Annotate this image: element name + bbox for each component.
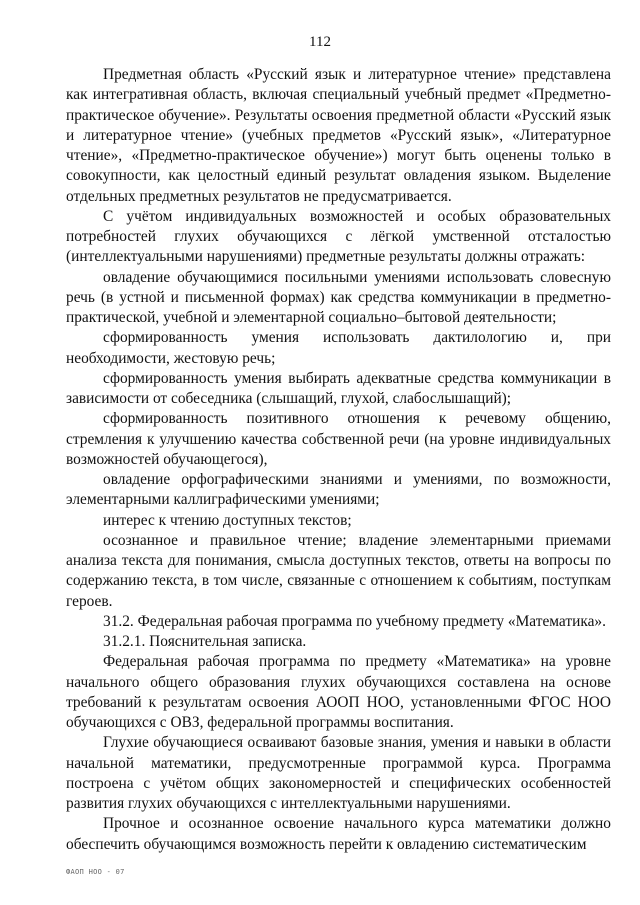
paragraph-result-reading-interest: интерес к чтению доступных текстов;: [103, 511, 352, 529]
paragraph-results-intro: С учётом индивидуальных возможностей и особых образовательных потребностей глухих обучающихся с лёгкой умственной отсталостью (интеллектуальными нарушениями) предметные результаты должны отражать:: [66, 207, 611, 266]
paragraph-math-program: Федеральная рабочая программа по предмету «Математика» на уровне начального общего образования глухих обучающихся составлена на основе требований к результатам освоения АООП НОО, установленными ФГОС НОО обучающихся с ОВЗ, федеральной программы воспитания.: [66, 653, 611, 731]
page-number: 112: [309, 34, 331, 50]
paragraph-result-conscious-reading: осознанное и правильное чтение; владение элементарными приемами анализа текста для понимания, смысла доступных текстов, ответы на вопросы по содержанию текста, в том числе, связанные с отношением к событиям, поступкам героев.: [66, 531, 611, 610]
footer-stamp: ФАОП НОО - 07: [66, 868, 125, 876]
section-heading-math-program: 31.2. Федеральная рабочая программа по учебному предмету «Математика».: [103, 612, 606, 630]
paragraph-solid-mastery: Прочное и осознанное освоение начального курса математики должно обеспечить обучающимся возможность перейти к овладению систематическим: [66, 815, 611, 853]
paragraph-result-attitude: сформированность позитивного отношения к речевому общению, стремления к улучшению качества собственной речи (на уровне индивидуальных возможностей обучающегося),: [66, 410, 611, 468]
section-heading-explanatory-note: 31.2.1. Пояснительная записка.: [103, 633, 307, 650]
paragraph-result-dactylology: сформированность умения использовать дактилологию и, при необходимости, жестовую речь;: [66, 329, 611, 367]
paragraph-result-orthography: овладение орфографическими знаниями и умениями, по возможности, элементарными каллиграфическими умениями;: [66, 471, 611, 509]
paragraph-basic-knowledge: Глухие обучающиеся осваивают базовые знания, умения и навыки в области начальной математики, предусмотренные программой курса. Программа построена с учётом общих закономерностей и специфических особенностей развития глухих обучающихся с интеллектуальными нарушениями.: [66, 734, 611, 812]
paragraph-subject-area: Предметная область «Русский язык и литературное чтение» представлена как интегративная область, включая специальный учебный предмет «Предметно-практическое обучение». Результаты освоения предметной области «Русский язык и литературное чтение» (учебных предметов «Русский язык», «Литературное чтение», «Предметно-практическое обучение») могут быть оценены только в совокупности, как целостный единый результат овладения языком. Выделение отдельных предметных результатов не предусматривается.: [66, 66, 611, 205]
document-body: [66, 65, 611, 855]
paragraph-result-communication: сформированность умения выбирать адекватные средства коммуникации в зависимости от собеседника (слышащий, глухой, слабослышащий);: [66, 369, 611, 407]
paragraph-result-speech: овладение обучающимися посильными умениями использовать словесную речь (в устной и письменной формах) как средства коммуникации в предметно-практической, учебной и элементарной социально–бытовой деятельности;: [66, 268, 611, 326]
